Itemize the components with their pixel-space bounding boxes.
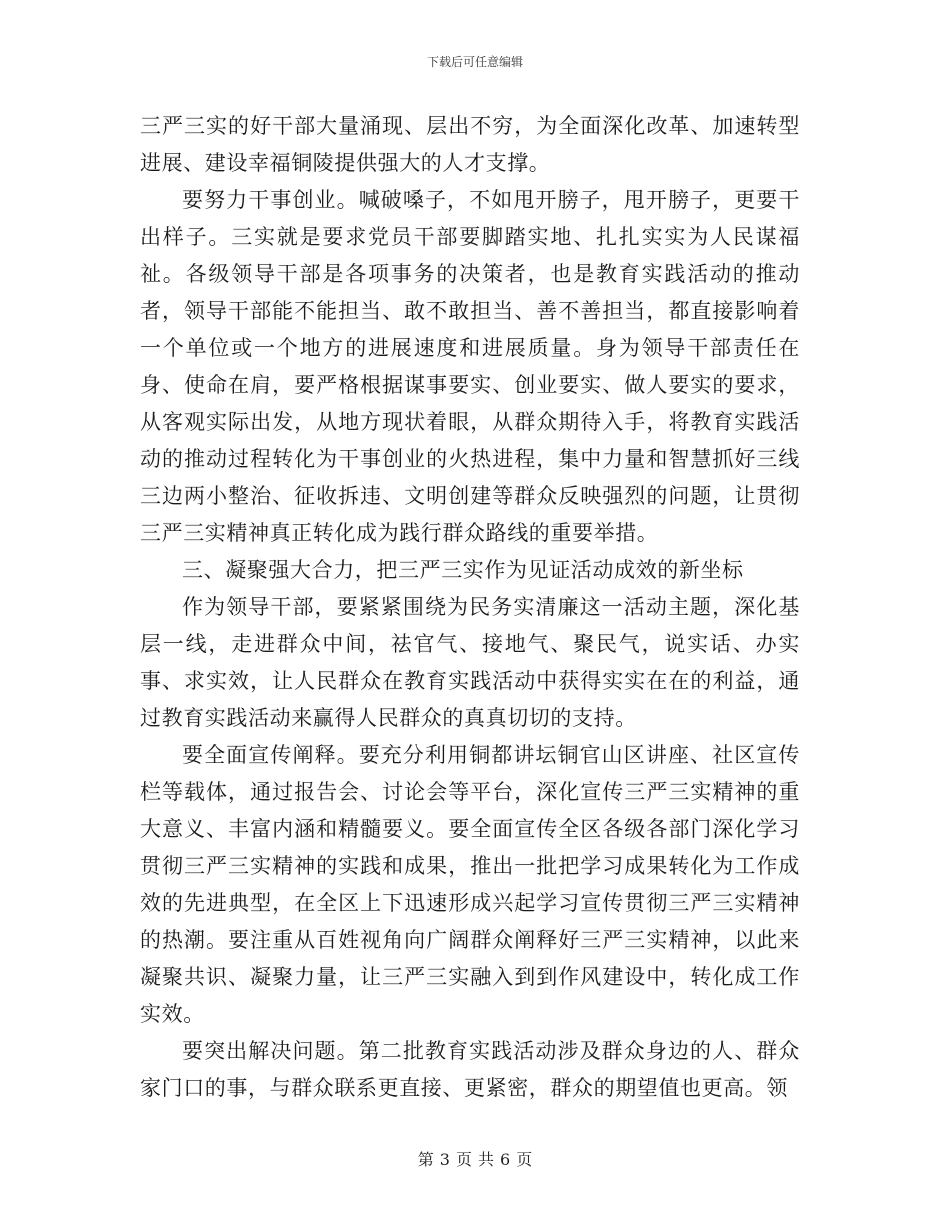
footer-current-page: 3 [439, 1150, 450, 1169]
paragraph-4: 作为领导干部，要紧紧围绕为民务实清廉这一活动主题，深化基层一线，走进群众中间，祛官气、接地气、聚民气，说实话、办实事、求实效，让人民群众在教育实践活动中获得实实在在的利益，通过教育实践活动来赢得人民群众的真真切切的支持。 [140, 595, 800, 730]
page-footer [0, 1150, 950, 1170]
page-header [0, 54, 950, 70]
paragraph-5: 要全面宣传阐释。要充分利用铜都讲坛铜官山区讲座、社区宣传栏等载体，通过报告会、讨论会等平台，深化宣传三严三实精神的重大意义、丰富内涵和精髓要义。要全面宣传全区各级各部门深化学习贯彻三严三实精神的实践和成果，推出一批把学习成果转化为工作成效的先进典型，在全区上下迅速形成兴起学习宣传贯彻三严三实精神的热潮。要注重从百姓视角向广阔群众阐释好三严三实精神，以此来凝聚共识、凝聚力量，让三严三实融入到到作风建设中，转化成工作实效。 [140, 743, 800, 1026]
footer-suffix: 页 [516, 1150, 533, 1169]
footer-total-pages: 6 [500, 1150, 511, 1169]
footer-total-word: 共 [478, 1150, 495, 1169]
paragraph-2: 要努力干事创业。喊破嗓子，不如甩开膀子，甩开膀子，更要干出样子。三实就是要求党员干部要脚踏实地、扎扎实实为人民谋福祉。各级领导干部是各项事务的决策者，也是教育实践活动的推动者，领导干部能不能担当、敢不敢担当、善不善担当，都直接影响着一个单位或一个地方的进展速度和进展质量。身为领导干部责任在身、使命在肩，要严格根据谋事要实、创业要实、做人要实的要求，从客观实际出发，从地方现状着眼，从群众期待入手，将教育实践活动的推动过程转化为干事创业的火热进程，集中力量和智慧抓好三线三边两小整治、征收拆违、文明创建等群众反映强烈的问题，让贯彻三严三实精神真正转化成为践行群众路线的重要举措。 [140, 188, 800, 545]
header-note: 下载后可任意编辑 [426, 55, 523, 69]
footer-prefix: 第 [417, 1150, 434, 1169]
paragraph-1: 三严三实的好干部大量涌现、层出不穷，为全面深化改革、加速转型进展、建设幸福铜陵提供强大的人才支撑。 [140, 114, 800, 175]
document-body [140, 108, 800, 1107]
paragraph-6: 要突出解决问题。第二批教育实践活动涉及群众身边的人、群众家门口的事，与群众联系更直接、更紧密，群众的期望值也更高。领 [140, 1039, 800, 1100]
footer-page-word: 页 [455, 1150, 472, 1169]
section-heading-3: 三、凝聚强大合力，把三严三实作为见证活动成效的新坐标 [182, 558, 744, 582]
